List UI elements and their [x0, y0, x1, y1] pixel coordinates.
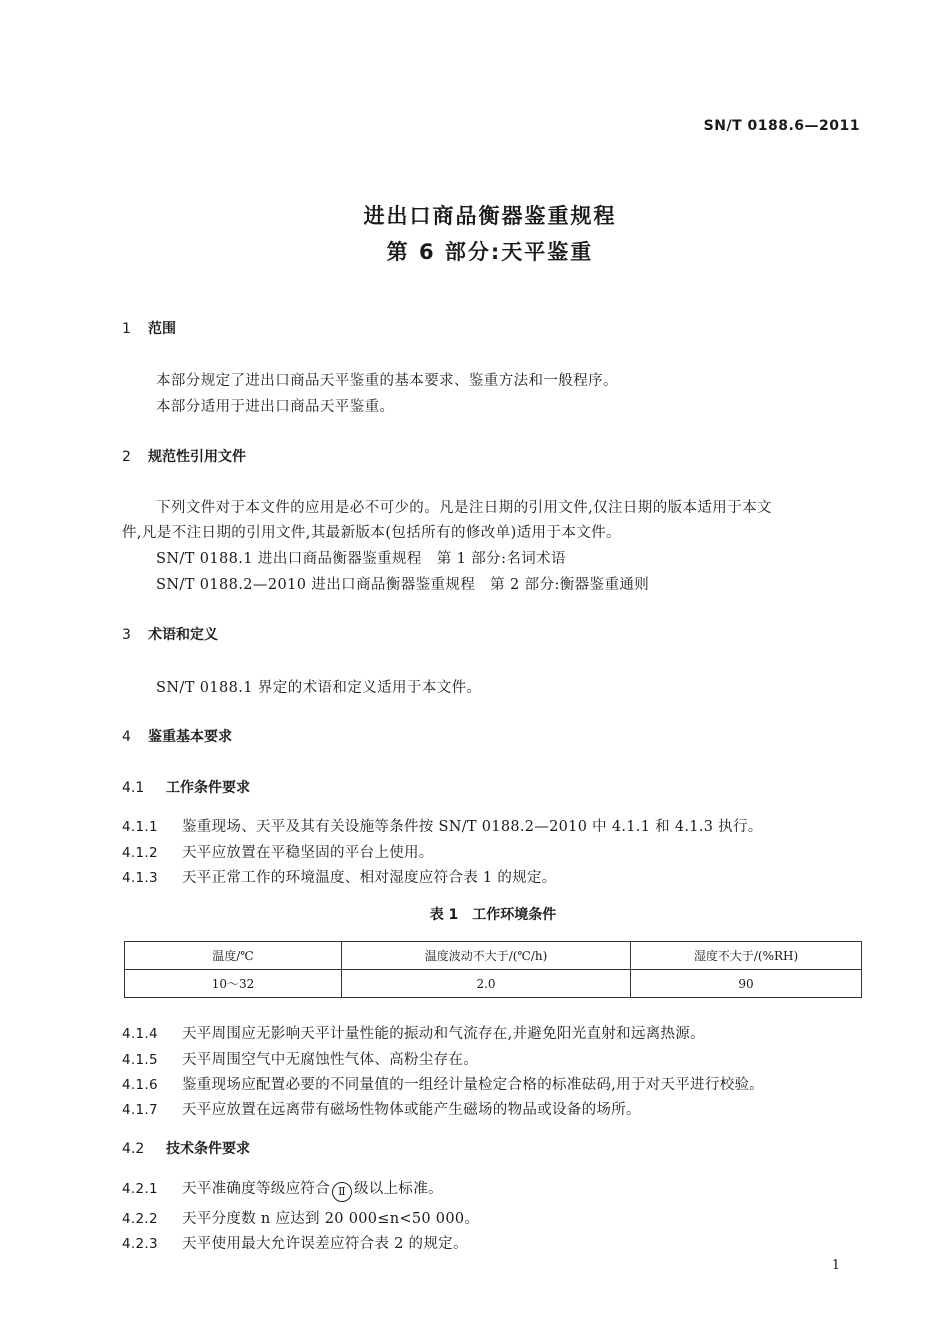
- clause-number: 4.1.3: [122, 870, 158, 886]
- section-2-heading: [122, 446, 246, 466]
- clause-item: [122, 1232, 468, 1253]
- section-3-heading: [122, 624, 218, 644]
- paragraph-continuation: 件,凡是不注日期的引用文件,其最新版本(包括所有的修改单)适用于本文件。: [122, 525, 621, 541]
- clause-text: 鉴重现场应配置必要的不同量值的一组经计量检定合格的标准砝码,用于对天平进行校验。: [182, 1077, 765, 1093]
- document-title: 进出口商品衡器鉴重规程: [363, 204, 617, 228]
- paragraph: 下列文件对于本文件的应用是必不可少的。凡是注日期的引用文件,仅注日期的版本适用于本文: [156, 500, 772, 516]
- clause-item: [122, 1048, 478, 1069]
- section-4-heading: [122, 726, 232, 746]
- accuracy-class-mark-icon: Ⅱ: [332, 1182, 352, 1202]
- table-cell: 2.0: [342, 970, 631, 998]
- section-title: 范围: [148, 321, 176, 337]
- clause-item: [122, 815, 763, 836]
- clause-text: 天平周围应无影响天平计量性能的振动和气流存在,并避免阳光直射和远离热源。: [182, 1026, 705, 1042]
- clause-number: 4.1.2: [122, 845, 158, 861]
- clause-number: 4.1.6: [122, 1077, 158, 1093]
- clause-item: [122, 1177, 443, 1202]
- paragraph: 本部分适用于进出口商品天平鉴重。: [156, 399, 395, 415]
- clause-text: 天平应放置在平稳坚固的平台上使用。: [182, 845, 434, 861]
- clause-number: 4.2.3: [122, 1236, 158, 1252]
- document-subtitle: 第 6 部分:天平鉴重: [386, 240, 594, 264]
- clause-number: 4.1.7: [122, 1102, 158, 1118]
- page-number: 1: [831, 1258, 840, 1273]
- clause-number: 4.1.4: [122, 1026, 158, 1042]
- section-number: 4.2: [122, 1141, 145, 1157]
- table-header-cell: 湿度不大于/(%RH): [631, 942, 862, 970]
- clause-number: 4.1.1: [122, 819, 158, 835]
- section-title: 鉴重基本要求: [148, 729, 232, 745]
- clause-item: [122, 1098, 641, 1119]
- section-title: 规范性引用文件: [148, 449, 246, 465]
- clause-item: [122, 866, 557, 887]
- work-environment-table: [124, 941, 862, 998]
- section-title: 术语和定义: [148, 627, 218, 643]
- clause-number: 4.1.5: [122, 1052, 158, 1068]
- clause-text: 天平分度数 n 应达到 20 000≤n<50 000。: [182, 1211, 480, 1227]
- clause-item: [122, 1073, 764, 1094]
- reference-item: SN/T 0188.2—2010 进出口商品衡器鉴重规程 第 2 部分:衡器鉴重通则: [156, 577, 650, 593]
- section-number: 4.1: [122, 780, 145, 796]
- clause-text: 天平应放置在远离带有磁场性物体或能产生磁场的物品或设备的场所。: [182, 1102, 641, 1118]
- table-cell: 90: [631, 970, 862, 998]
- section-title: 工作条件要求: [166, 780, 250, 796]
- clause-number: 4.2.1: [122, 1181, 158, 1197]
- paragraph: SN/T 0188.1 界定的术语和定义适用于本文件。: [156, 680, 482, 696]
- table-caption: 表 1 工作环境条件: [429, 907, 557, 923]
- section-4-2-heading: [122, 1138, 250, 1158]
- paragraph: 本部分规定了进出口商品天平鉴重的基本要求、鉴重方法和一般程序。: [156, 373, 618, 389]
- clause-text: 天平正常工作的环境温度、相对湿度应符合表 1 的规定。: [182, 870, 557, 886]
- section-number: 4: [122, 729, 131, 745]
- clause-number: 4.2.2: [122, 1211, 158, 1227]
- clause-item: [122, 1022, 705, 1043]
- reference-item: SN/T 0188.1 进出口商品衡器鉴重规程 第 1 部分:名词术语: [156, 551, 566, 567]
- clause-item: [122, 1207, 479, 1228]
- table-cell: 10～32: [125, 970, 342, 998]
- clause-text: 天平准确度等级应符合: [182, 1181, 330, 1197]
- clause-text: 天平使用最大允许误差应符合表 2 的规定。: [182, 1236, 468, 1252]
- section-number: 3: [122, 627, 131, 643]
- section-4-1-heading: [122, 777, 250, 797]
- table-row: [125, 970, 862, 998]
- section-number: 2: [122, 449, 131, 465]
- section-1-heading: [122, 318, 176, 338]
- standard-number: SN/T 0188.6—2011: [703, 118, 860, 134]
- table-header-row: [125, 942, 862, 970]
- clause-text: 鉴重现场、天平及其有关设施等条件按 SN/T 0188.2—2010 中 4.1.1 和 4.1.3 执行。: [182, 819, 763, 835]
- clause-item: [122, 841, 434, 862]
- clause-text: 天平周围空气中无腐蚀性气体、高粉尘存在。: [182, 1052, 478, 1068]
- clause-text: 级以上标准。: [354, 1181, 443, 1197]
- table-header-cell: 温度/℃: [125, 942, 342, 970]
- section-number: 1: [122, 321, 131, 337]
- section-title: 技术条件要求: [166, 1141, 250, 1157]
- table-header-cell: 温度波动不大于/(℃/h): [342, 942, 631, 970]
